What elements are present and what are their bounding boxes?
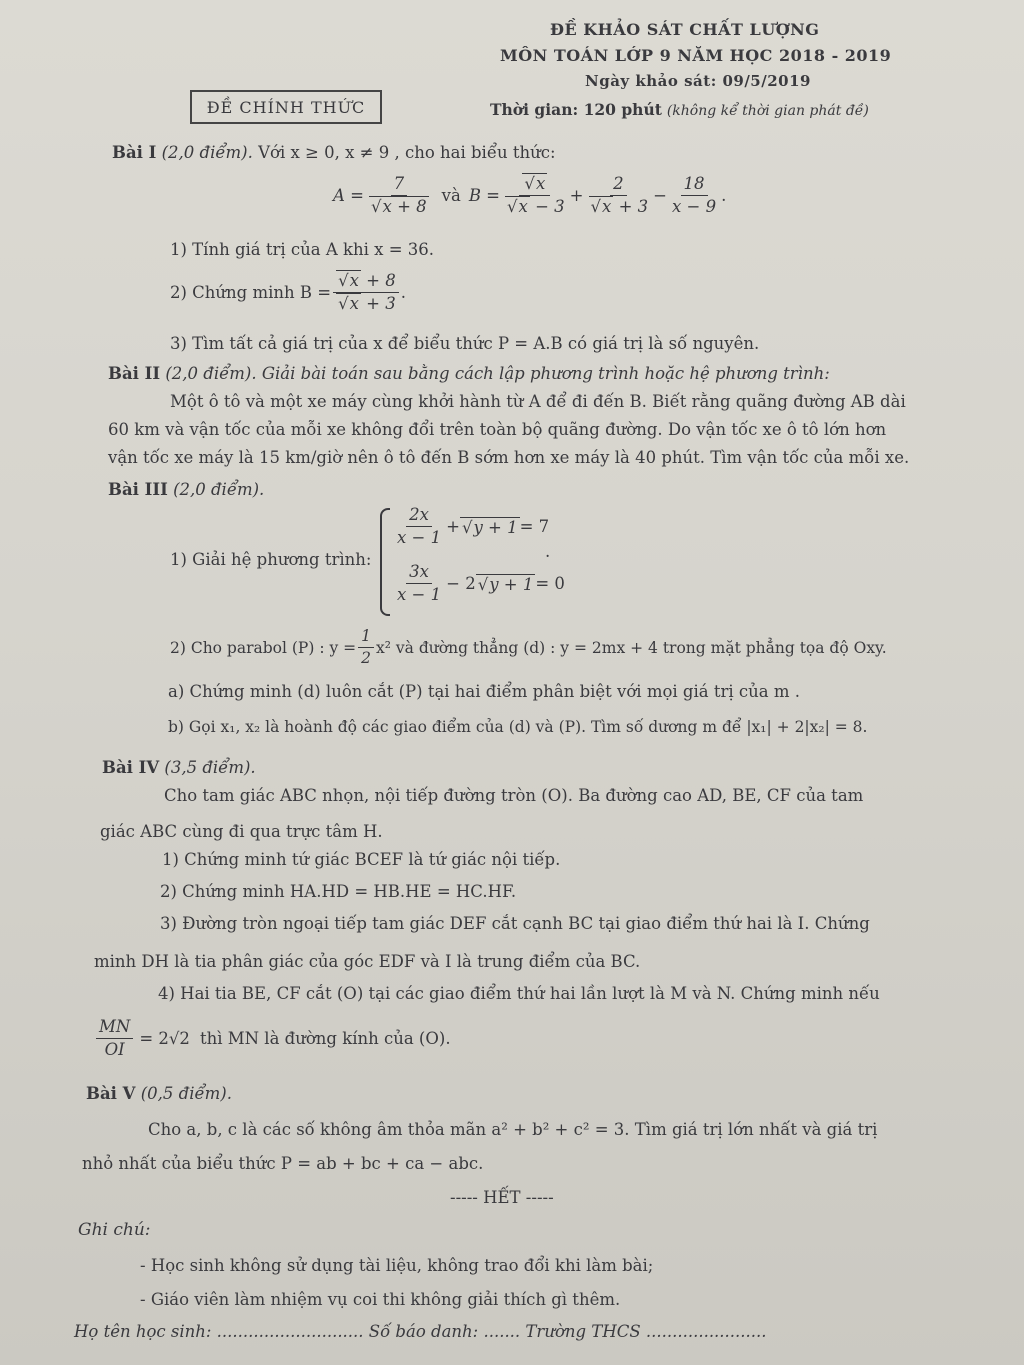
exam-title: ĐỀ KHẢO SÁT CHẤT LƯỢNG: [550, 20, 820, 39]
bai3-head: Bài III: [108, 480, 168, 499]
end-marker: ----- HẾT -----: [450, 1188, 554, 1207]
bai4-q2: 2) Chứng minh HA.HD = HB.HE = HC.HF.: [160, 882, 517, 901]
bai5-score: (0,5 điểm).: [140, 1084, 232, 1103]
fraction-b3: [669, 175, 719, 216]
fraction-b2-num: 2: [610, 175, 627, 196]
q4-num: MN: [96, 1018, 133, 1039]
sqrt-x: √ x: [336, 293, 361, 313]
fraction-b2: [586, 175, 652, 216]
num-rest: + 8: [360, 271, 396, 290]
bai2-head: Bài II: [108, 364, 161, 383]
den-rest: + 3: [613, 197, 649, 217]
eq1-sqrt: √ y + 1: [460, 517, 520, 537]
formula-a-lhs: A =: [333, 186, 364, 206]
bai4-q1: 1) Chứng minh tứ giác BCEF là tứ giác nội tiếp.: [162, 850, 561, 869]
bai4-score: (3,5 điểm).: [164, 758, 256, 777]
bai2-title: Giải bài toán sau bằng cách lập phương trình hoặc hệ phương trình:: [261, 364, 830, 383]
bai4-head: Bài IV: [102, 758, 160, 777]
q4-end: thì MN là đường kính của (O).: [199, 1029, 451, 1049]
bai1-formulas: [333, 175, 726, 216]
eq1-num: 2x: [406, 506, 432, 527]
bai2-line2: 60 km và vận tốc của mỗi xe không đổi trên toàn bộ quãng đường. Do vận tốc xe ô tô lớn hơn: [108, 420, 887, 439]
bai4-q3a: 3) Đường tròn ngoại tiếp tam giác DEF cắt cạnh BC tại giao điểm thứ hai là I. Chứng: [160, 914, 870, 933]
bai4-line1: Cho tam giác ABC nhọn, nội tiếp đường tròn (O). Ba đường cao AD, BE, CF của tam: [164, 786, 864, 805]
q2-frac-den: 2: [361, 649, 372, 668]
bai2-line3: vận tốc xe máy là 15 km/giờ nên ô tô đến B sớm hơn xe máy là 40 phút. Tìm vận tốc của mỗi xe.: [108, 448, 910, 467]
note-1: - Học sinh không sử dụng tài liệu, không trao đổi khi làm bài;: [140, 1256, 654, 1275]
exam-date: Ngày khảo sát: 09/5/2019: [585, 72, 811, 90]
bai5-line1: Cho a, b, c là các số không âm thỏa mãn a² + b² + c² = 3. Tìm giá trị lớn nhất và giá trị: [148, 1120, 878, 1139]
eq1-mid: +: [446, 517, 460, 537]
fraction-a-den: [366, 196, 432, 216]
fraction-b1: [502, 175, 568, 216]
bai1-q2: [170, 272, 406, 313]
fraction-a-num: 7: [391, 175, 408, 196]
bai4-q4b: [94, 1018, 451, 1059]
fraction-b2-den: [586, 196, 652, 216]
bai3-q2-b: x² và đường thẳng (d) : y = 2mx + 4 trong mặt phẳng tọa độ Oxy.: [376, 638, 887, 657]
bai1-score: (2,0 điểm).: [161, 143, 253, 162]
bai1-q3: 3) Tìm tất cả giá trị của x để biểu thức P = A.B có giá trị là số nguyên.: [170, 334, 760, 353]
fraction-b1-den: [502, 196, 568, 216]
bai4-intro: [102, 758, 256, 777]
bai3-q2: [170, 628, 887, 667]
bai3-q1-label: 1) Giải hệ phương trình:: [170, 550, 372, 569]
note-2: - Giáo viên làm nhiệm vụ coi thi không giải thích gì thêm.: [140, 1290, 621, 1309]
and-word: và: [441, 186, 461, 206]
bai1-head: Bài I: [112, 143, 157, 162]
eq2-num: 3x: [406, 563, 432, 584]
bai5-intro: [86, 1084, 232, 1103]
fraction-q2-den: [333, 293, 399, 313]
eq1-den: x − 1: [397, 528, 442, 548]
bai2-intro: [108, 364, 830, 383]
system-eq2: [392, 563, 565, 604]
q2-frac-num: 1: [358, 628, 374, 648]
bai1-q2-text: 2) Chứng minh B =: [170, 283, 332, 303]
fraction-a: [366, 175, 432, 216]
fraction-b3-den: x − 9: [671, 197, 717, 217]
q4-fraction: [96, 1018, 133, 1059]
fraction-q2: [333, 272, 399, 313]
exam-subject: MÔN TOÁN LỚP 9 NĂM HỌC 2018 - 2019: [500, 46, 892, 65]
eq2-end: = 0: [535, 574, 565, 594]
time-note: (không kể thời gian phát đề): [666, 103, 869, 119]
eq2-fraction: [394, 563, 444, 604]
bai1-condition: Với x ≥ 0, x ≠ 9 , cho hai biểu thức:: [258, 143, 556, 162]
bai2-score: (2,0 điểm).: [165, 364, 257, 383]
bai1-intro: [112, 143, 556, 162]
bai3-qa: a) Chứng minh (d) luôn cắt (P) tại hai điểm phân biệt với mọi giá trị của m .: [168, 682, 800, 701]
time-label: Thời gian: 120 phút: [490, 100, 662, 119]
fraction-b3-num: 18: [681, 175, 708, 196]
plus-sign: +: [569, 186, 584, 206]
period: .: [400, 283, 407, 303]
official-exam-box: ĐỀ CHÍNH THỨC: [190, 90, 382, 124]
fraction-b1-num: [519, 175, 550, 196]
exam-time: [490, 100, 869, 119]
q4-den: OI: [104, 1040, 125, 1060]
bai5-line2: nhỏ nhất của biểu thức P = ab + bc + ca − abc.: [82, 1154, 484, 1173]
q2-fraction: [358, 628, 374, 667]
system-eq1: [392, 506, 549, 547]
bai5-head: Bài V: [86, 1084, 136, 1103]
sqrt-x: √ x: [522, 173, 547, 193]
period: .: [721, 186, 727, 206]
bai3-score: (2,0 điểm).: [173, 480, 265, 499]
student-info-line: Họ tên học sinh: ............................ Số báo danh: ....... Trường THCS .......................: [74, 1322, 767, 1341]
eq2-sqrt: √ y + 1: [476, 574, 536, 594]
formula-b-lhs: B =: [468, 186, 501, 206]
bai3-intro: [108, 480, 264, 499]
bai2-line1: Một ô tô và một xe máy cùng khởi hành từ A để đi đến B. Biết rằng quãng đường AB dài: [170, 392, 906, 411]
bai3-q2-a: 2) Cho parabol (P) : y =: [170, 638, 357, 657]
bai4-line2: giác ABC cùng đi qua trực tâm H.: [100, 822, 383, 841]
bai1-q1: 1) Tính giá trị của A khi x = 36.: [170, 240, 435, 259]
eq1-fraction: [394, 506, 444, 547]
system-brace: [380, 508, 390, 616]
eq2-den: x − 1: [397, 585, 442, 605]
bai4-q3b: minh DH là tia phân giác của góc EDF và I là trung điểm của BC.: [94, 952, 641, 971]
sqrt-x: √ x: [336, 270, 361, 290]
sqrt-x: √ x: [505, 196, 530, 216]
sqrt-x: √ x: [589, 196, 614, 216]
eq1-end: = 7: [519, 517, 550, 537]
minus-sign: −: [653, 186, 667, 206]
bai4-q4a: 4) Hai tia BE, CF cắt (O) tại các giao điểm thứ hai lần lượt là M và N. Chứng minh nếu: [158, 984, 880, 1003]
den-rest: + 3: [360, 294, 396, 314]
system-period: .: [545, 542, 551, 561]
note-label: Ghi chú:: [78, 1220, 151, 1240]
bai3-qb: b) Gọi x₁, x₂ là hoành độ các giao điểm của (d) và (P). Tìm số dương m để |x₁| + 2|x₂| = 8.: [168, 718, 868, 736]
eq2-mid: − 2: [446, 574, 476, 594]
sqrt-x: √ x + 8: [369, 196, 429, 216]
fraction-q2-num: [333, 272, 399, 293]
q4-eq: = 2√2: [139, 1029, 190, 1049]
den-rest: − 3: [529, 197, 565, 217]
